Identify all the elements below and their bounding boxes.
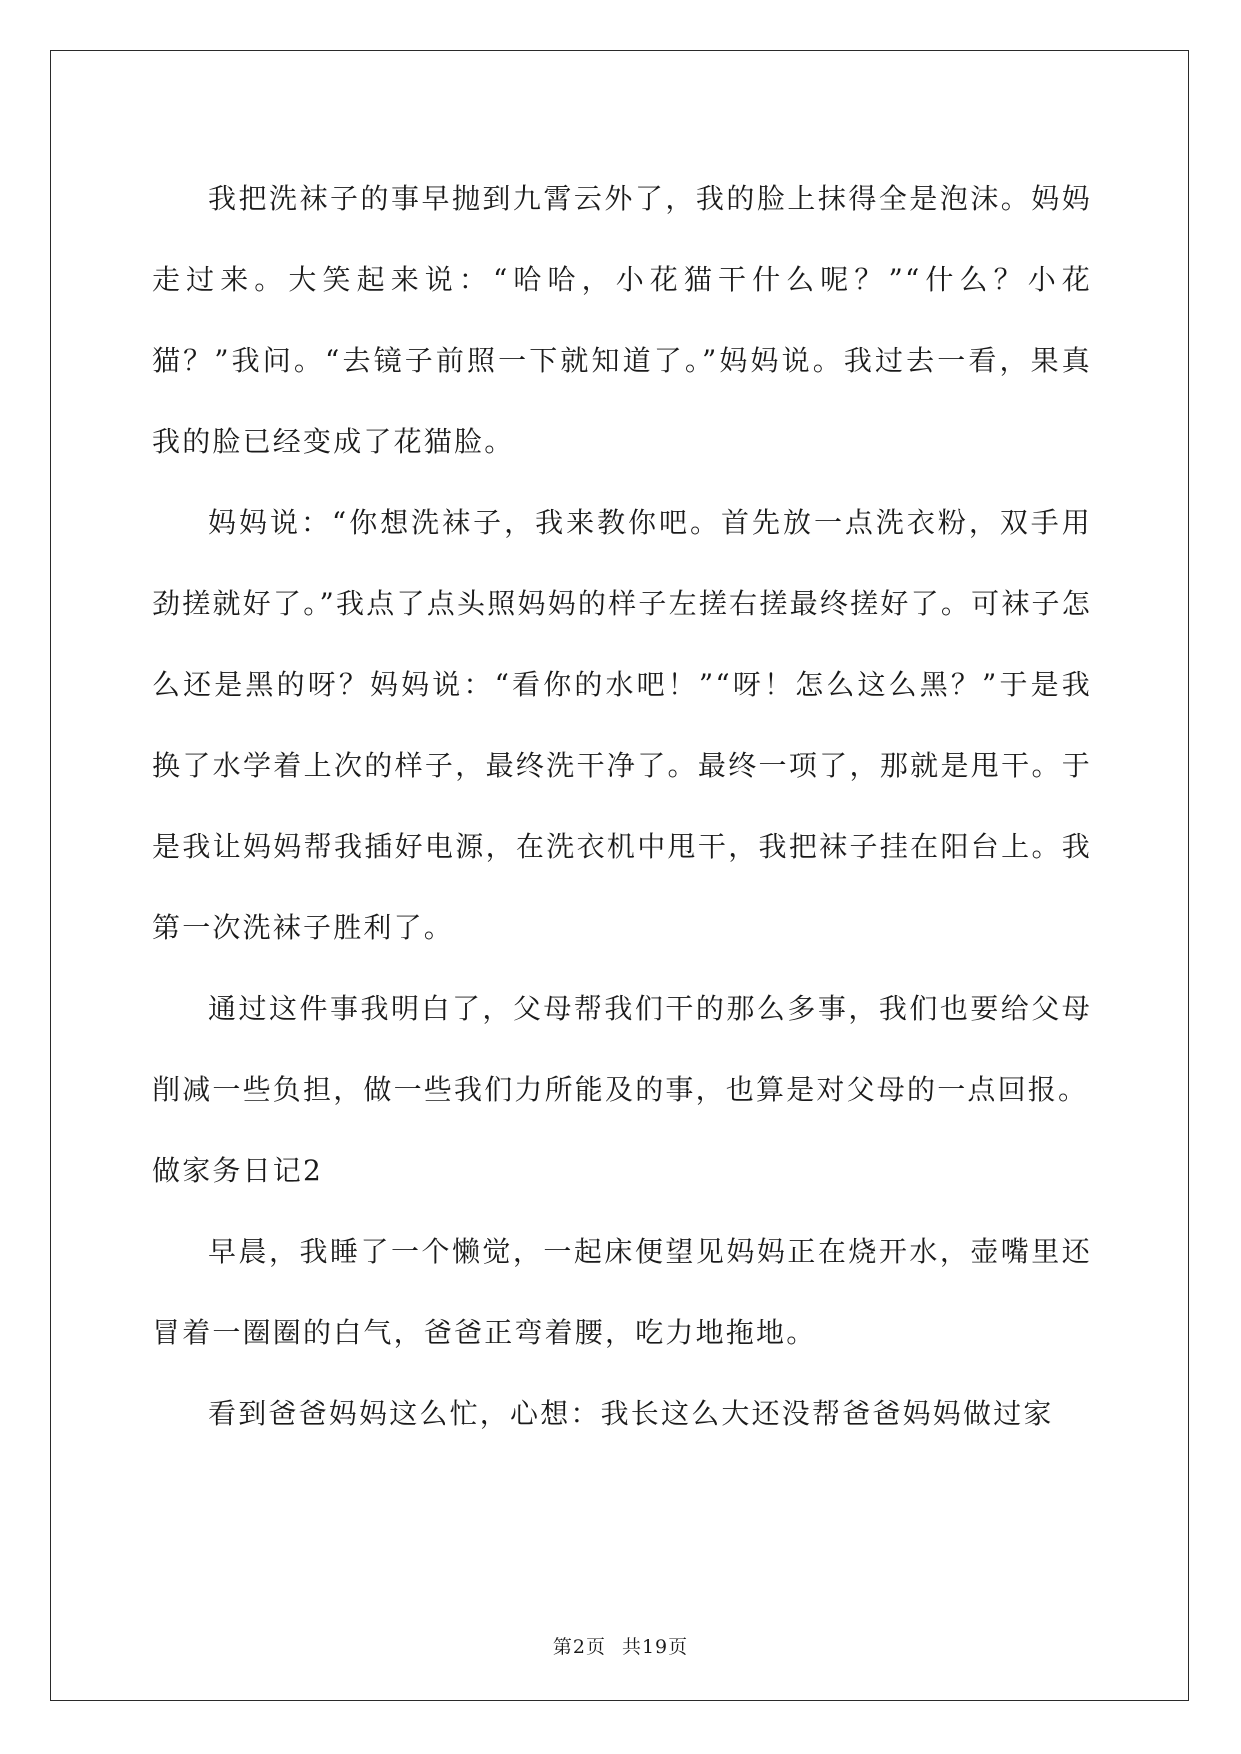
page-number: 第2页 xyxy=(552,1636,606,1658)
paragraph: 妈妈说：“你想洗袜子，我来教你吧。首先放一点洗衣粉，双手用劲搓就好了。”我点了点头照妈妈的样子左搓右搓最终搓好了。可袜子怎么还是黑的呀？妈妈说：“看你的水吧！”“呀！怎么这么黑？”于是我换了水学着上次的样子，最终洗干净了。最终一项了，那就是甩干。于是我让妈妈帮我插好电源，在洗衣机中甩干，我把袜子挂在阳台上。我第一次洗袜子胜利了。 xyxy=(152,506,1092,944)
page-footer xyxy=(0,1632,1241,1659)
paragraph: 通过这件事我明白了，父母帮我们干的那么多事，我们也要给父母削减一些负担，做一些我们力所能及的事，也算是对父母的一点回报。 xyxy=(152,992,1092,1106)
paragraph: 看到爸爸妈妈这么忙，心想：我长这么大还没帮爸爸妈妈做过家 xyxy=(208,1397,1054,1430)
document-body xyxy=(152,158,1092,1454)
paragraph: 我把洗袜子的事早抛到九霄云外了，我的脸上抹得全是泡沫。妈妈走过来。大笑起来说：“哈哈，小花猫干什么呢？”“什么？小花猫？”我问。“去镜子前照一下就知道了。”妈妈说。我过去一看，果真我的脸已经变成了花猫脸。 xyxy=(152,182,1092,458)
section-heading: 做家务日记2 xyxy=(152,1154,324,1187)
page-total: 共19页 xyxy=(621,1636,689,1658)
paragraph: 早晨，我睡了一个懒觉，一起床便望见妈妈正在烧开水，壶嘴里还冒着一圈圈的白气，爸爸正弯着腰，吃力地拖地。 xyxy=(152,1235,1092,1349)
